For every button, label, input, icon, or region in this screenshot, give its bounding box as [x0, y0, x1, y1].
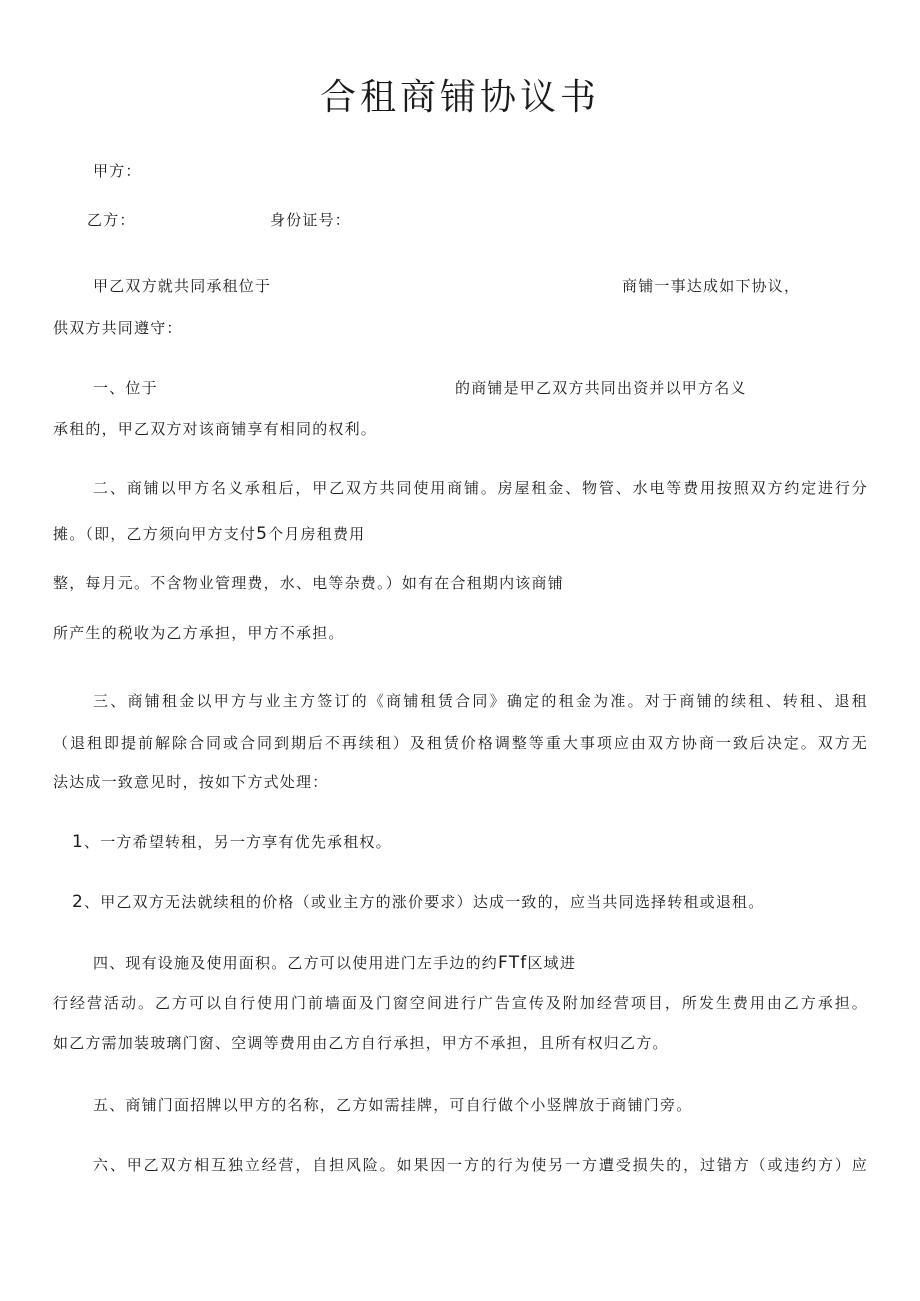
clause3-item-1-number: 1	[72, 832, 85, 852]
clause2-months-number: 5	[256, 524, 269, 544]
party-a-label: 甲方：	[93, 162, 142, 180]
clause3-line-3: 法达成一致意见时，按如下方式处理：	[53, 773, 329, 791]
clause4-line-1	[93, 953, 576, 973]
party-b-label: 乙方：	[87, 211, 136, 229]
clause4-line-3: 如乙方需加装玻璃门窗、空调等费用由乙方自行承担，甲方不承担，且所有权归乙方。	[53, 1034, 669, 1052]
clause3-item-2-number: 2	[72, 892, 85, 912]
clause3-line-2: （退租即提前解除合同或合同到期后不再续租）及租赁价格调整等重大事项应由双方协商一致后决定。双方无	[53, 734, 868, 752]
clause2-line-2b: 个月房租费用	[268, 525, 366, 543]
clause4-line-2: 行经营活动。乙方可以自行使用门前墙面及门窗空间进行广告宣传及附加经营项目，所发生费用由乙方承担。	[53, 994, 868, 1012]
clause1-text-2: 的商铺是甲乙双方共同出资并以甲方名义	[455, 379, 747, 397]
clause4-area-code: FTf	[498, 953, 528, 973]
clause3-item-2-text: 、甲乙双方无法就续租的价格（或业主方的涨价要求）达成一致的，应当共同选择转租或退租。	[84, 893, 765, 911]
clause2-line-3: 整，每月元。不含物业管理费，水、电等杂费。）如有在合租期内该商铺	[53, 574, 564, 592]
clause4-line-1a: 四、现有设施及使用面积。乙方可以使用进门左手边的约	[93, 954, 499, 972]
intro-text-1: 甲乙双方就共同承租位于	[93, 277, 272, 295]
clause3-item-1-text: 、一方希望转租，另一方享有优先承租权。	[84, 833, 392, 851]
clause4-line-1b: 区域进	[527, 954, 577, 972]
clause2-line-4: 所产生的税收为乙方承担，甲方不承担。	[53, 624, 345, 642]
clause1-text-1: 一、位于	[93, 379, 158, 397]
clause3-line-1: 三、商铺租金以甲方与业主方签订的《商铺租赁合同》确定的租金为准。对于商铺的续租、转租、退租	[93, 692, 868, 710]
clause3-item-1	[72, 832, 392, 852]
intro-text-3: 供双方共同遵守：	[53, 319, 183, 337]
intro-text-2: 商铺一事达成如下协议，	[622, 277, 801, 295]
document-title: 合租商铺协议书	[319, 77, 600, 118]
clause2-line-2a: 摊。（即，乙方须向甲方支付	[53, 525, 257, 543]
clause2-line-1: 二、商铺以甲方名义承租后，甲乙双方共同使用商铺。房屋租金、物管、水电等费用按照双方约定进行分	[93, 479, 868, 497]
clause5-line-1: 五、商铺门面招牌以甲方的名称，乙方如需挂牌，可自行做个小竖牌放于商铺门旁。	[93, 1096, 693, 1114]
clause3-item-2	[72, 892, 764, 912]
clause6-line-1: 六、甲乙双方相互独立经营，自担风险。如果因一方的行为使另一方遭受损失的，过错方（或违约方）应	[93, 1156, 868, 1174]
id-number-label: 身份证号：	[270, 211, 352, 229]
clause1-text-3: 承租的，甲乙双方对该商铺享有相同的权利。	[53, 420, 378, 438]
clause2-line-2	[53, 524, 365, 544]
